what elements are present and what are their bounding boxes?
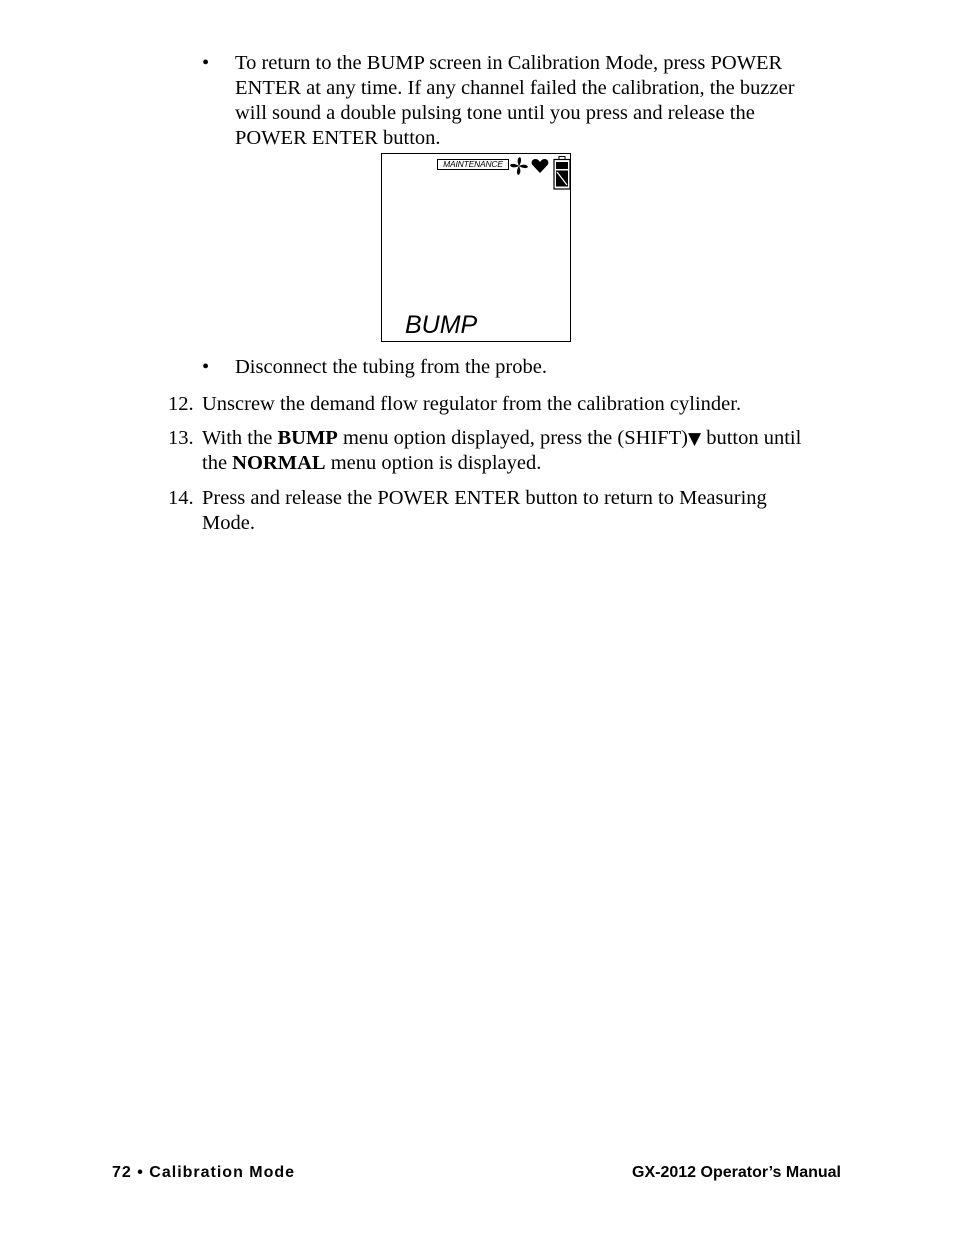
step-14-line1: Press and release the POWER ENTER button to return to Measuring <box>202 487 767 509</box>
step-13-line2 <box>202 451 541 476</box>
step-14-line2: Mode. <box>202 512 255 534</box>
step-12-number: 12. <box>168 393 194 415</box>
step-12-text: Unscrew the demand flow regulator from the calibration cylinder. <box>202 393 742 415</box>
step-13-text-b: menu option displayed, press the (SHIFT) <box>337 427 688 449</box>
bullet1-line3: will sound a double pulsing tone until you press and release the <box>235 102 755 124</box>
bullet1-line4: POWER ENTER button. <box>235 127 441 149</box>
bullet1-line1: To return to the BUMP screen in Calibration Mode, press POWER <box>235 52 783 74</box>
bullet1-line2: ENTER at any time. If any channel failed the calibration, the buzzer <box>235 77 795 99</box>
lcd-screen-figure <box>381 153 571 342</box>
step-14-number: 14. <box>168 487 194 509</box>
heart-icon <box>531 158 549 173</box>
step-13-number: 13. <box>168 427 194 449</box>
normal-menu-option: NORMAL <box>232 452 326 474</box>
step-13-text-e: menu option is displayed. <box>325 452 542 474</box>
step-13-text-a: With the <box>202 427 278 449</box>
bump-menu-option: BUMP <box>277 427 338 449</box>
bullet2-text: Disconnect the tubing from the probe. <box>235 356 547 378</box>
step-13-line1 <box>202 426 801 452</box>
bullet-marker: • <box>202 356 210 378</box>
step-13-text-c: button until <box>701 427 802 449</box>
footer-manual-title: GX-2012 Operator’s Manual <box>632 1164 841 1181</box>
footer-page-section: 72 • Calibration Mode <box>112 1164 296 1181</box>
lcd-bump-text: BUMP <box>405 311 478 339</box>
fan-icon <box>509 156 529 176</box>
down-arrow-icon: ▼ <box>688 429 702 449</box>
maintenance-label: MAINTENANCE <box>437 159 509 170</box>
bullet-marker: • <box>202 52 210 74</box>
step-13-text-d: the <box>202 452 233 474</box>
battery-icon <box>553 156 571 190</box>
